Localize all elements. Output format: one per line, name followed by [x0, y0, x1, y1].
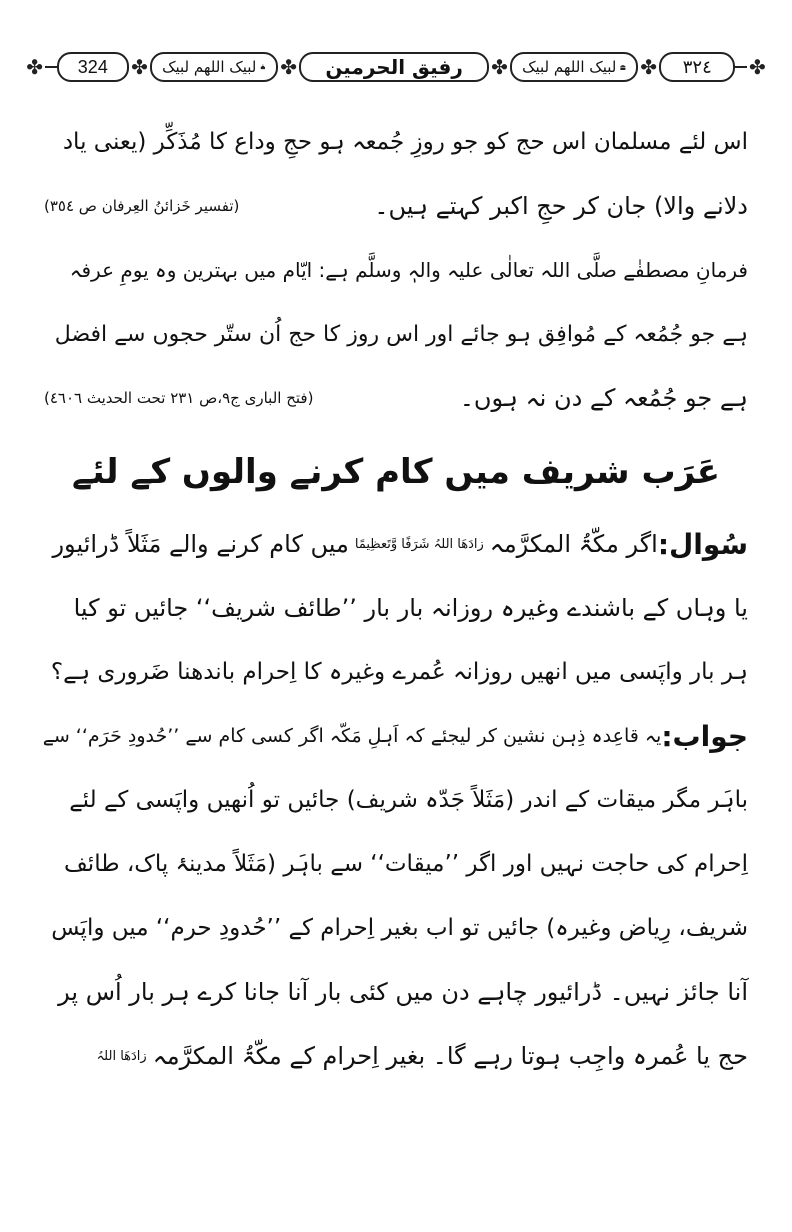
line-text: حج یا عُمرہ واجِب ہوتا رہے گا۔ بغیر اِحرام کے مکّۃُ المکرَّمہ: [152, 1042, 748, 1070]
labbaik-left: [150, 52, 278, 82]
kaaba-icon: [620, 60, 626, 75]
line-text: یہ قاعِدہ ذِہن نشین کر لیجئے کہ اَہلِ مَکّہ اگر کسی کام سے ’’حُدودِ حَرَم‘‘ سے: [42, 725, 662, 747]
ornament-right-icon: ✤: [749, 55, 766, 79]
answer-line: [44, 704, 748, 768]
labbaik-text: لبیک اللھم لبیک: [522, 58, 617, 76]
line-text: آنا جائز نہیں۔ ڈرائیور چاہے دن میں کئی بار آنا جانا کرے ہر بار اُس پر: [58, 978, 748, 1006]
text-line: [44, 366, 748, 430]
answer-line: [44, 832, 748, 896]
page-number-english: 324: [57, 52, 129, 82]
line-text: فرمانِ مصطفٰے صلَّی اللہ تعالٰی علیہ والہٖ وسلَّم ہے: ایّام میں بہترین وہ یومِ عرفہ: [69, 258, 748, 282]
line-text: یا وہاں کے باشندے وغیرہ روزانہ بار بار ’’طائف شریف‘‘ جائیں تو کیا: [73, 594, 748, 622]
ornament-icon: ✤: [280, 55, 298, 79]
honorific: زادَھَا اللہُ شَرَفًا وَّتَعظِیمًا: [354, 536, 484, 552]
question-line: [44, 640, 748, 704]
labbaik-right: [510, 52, 638, 82]
line-text: میں کام کرنے والے مَثَلاً ڈرائیور: [52, 530, 349, 558]
line-text: اس لئے مسلمان اس حج کو جو روزِ جُمعہ ہو حجِ وداع کا مُذَکِّر (یعنی یاد: [62, 129, 748, 155]
ornament-icon: ✤: [640, 55, 658, 79]
page-body: [44, 110, 748, 1088]
line-text: اگر مکّۃُ المکرَّمہ: [489, 530, 658, 558]
page-number-urdu: ۳۲٤: [659, 52, 735, 82]
honorific: زادَھَا اللہُ: [96, 1048, 147, 1064]
answer-line: [44, 960, 748, 1024]
labbaik-text: لبیک اللھم لبیک: [162, 58, 257, 76]
line-text: شریف، رِیاض وغیرہ) جائیں تو اب بغیر اِحرام کے ’’حُدودِ حرم‘‘ میں واپَس: [51, 915, 748, 941]
line-text: باہَر مگر میقات کے اندر (مَثَلاً جَدّہ شریف) جائیں تو اُنھیں واپَسی کے لئے: [69, 787, 748, 813]
text-line: [44, 302, 748, 366]
line-text: ہر بار واپَسی میں انھیں روزانہ عُمرے وغیرہ کا اِحرام باندھنا ضَروری ہے؟: [50, 659, 748, 685]
ornament-icon: ✤: [131, 55, 148, 79]
citation: (فتح الباری ج۹،ص ۲۳۱ تحت الحدیث ٤٦٠٦): [44, 389, 314, 407]
divider: [45, 66, 57, 68]
line-text: دلانے والا) جان کر حجِ اکبر کہتے ہیں۔: [374, 192, 748, 220]
mosque-dome-icon: [260, 60, 266, 74]
ornament-left-icon: ✤: [26, 55, 43, 79]
ornament-icon: ✤: [491, 55, 508, 79]
answer-line: [44, 896, 748, 960]
page-header: [24, 44, 768, 90]
text-line: [44, 110, 748, 174]
citation: (تفسیر خَزائنُ العِرفان ص ۳٥٤): [44, 197, 240, 215]
text-line: [44, 238, 748, 302]
question-line: [44, 512, 748, 576]
answer-line: [44, 1024, 748, 1088]
line-text: ہے جو جُمُعہ کے دن نہ ہوں۔: [459, 384, 748, 412]
section-heading: عَرَب شریف میں کام کرنے والوں کے لئے: [72, 451, 720, 492]
question-line: [44, 576, 748, 640]
divider: [735, 66, 747, 68]
answer-line: [44, 768, 748, 832]
line-text: اِحرام کی حاجت نہیں اور اگر ’’میقات‘‘ سے باہَر (مَثَلاً مدینۂ پاک، طائف: [63, 851, 748, 877]
answer-label: جواب:: [661, 719, 748, 753]
text-line: [44, 174, 748, 238]
line-text: ہے جو جُمُعہ کے مُوافِق ہو جائے اور اس روز کا حج اُن ستّر حجوں سے افضل: [54, 321, 748, 347]
running-title: رفیق الحرمین: [299, 52, 489, 82]
question-label: سُوال:: [657, 527, 748, 561]
